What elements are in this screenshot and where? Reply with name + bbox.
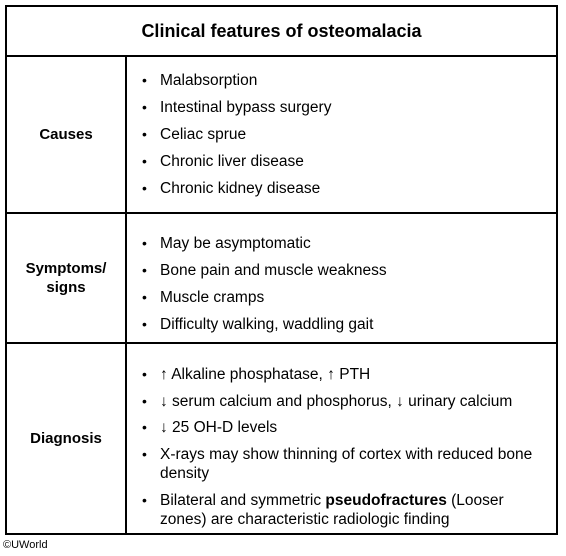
symptoms-list <box>139 234 548 342</box>
diagnosis-label <box>7 344 127 533</box>
list-item <box>139 315 548 334</box>
diagnosis-label-text: Diagnosis <box>30 430 102 447</box>
causes-list <box>139 71 548 205</box>
osteomalacia-table <box>5 5 558 535</box>
bullet-icon: • <box>142 179 147 196</box>
bullet-icon: • <box>142 72 147 88</box>
bullet-icon: • <box>142 491 147 508</box>
bullet-icon: • <box>142 261 147 278</box>
list-item <box>139 445 548 483</box>
copyright-notice: ©UWorld <box>3 539 48 551</box>
list-item <box>139 261 548 280</box>
bullet-icon: • <box>142 446 147 463</box>
symptoms-label-line1: Symptoms/ <box>25 260 107 277</box>
causes-row <box>7 57 556 214</box>
symptoms-row <box>7 214 556 344</box>
list-item-text-after: (Looser zones) are characteristic radiologic finding <box>160 491 504 528</box>
list-item <box>139 71 548 90</box>
list-item-text: Muscle cramps <box>160 288 265 306</box>
list-item-text: X-rays may show thinning of cortex with reduced bone density <box>160 446 533 483</box>
bullet-icon: • <box>142 98 147 115</box>
causes-label-text: Causes <box>39 126 93 143</box>
list-item <box>139 365 548 384</box>
pseudofractures-term: pseudofractures <box>325 491 447 509</box>
list-item-text: ↓ 25 OH-D levels <box>160 419 278 437</box>
symptoms-label <box>7 214 127 342</box>
list-item <box>139 491 548 529</box>
list-item-text: Bone pain and muscle weakness <box>160 261 387 279</box>
list-item <box>139 179 548 198</box>
list-item-text: Chronic kidney disease <box>160 179 321 197</box>
list-item <box>139 152 548 171</box>
table-title: Clinical features of osteomalacia <box>7 7 556 57</box>
list-item-text: Malabsorption <box>160 72 258 89</box>
bullet-icon: • <box>142 235 147 251</box>
list-item <box>139 418 548 437</box>
list-item-text: Intestinal bypass surgery <box>160 98 332 116</box>
list-item <box>139 288 548 307</box>
list-item-text: May be asymptomatic <box>160 235 311 252</box>
list-item <box>139 98 548 117</box>
symptoms-label-line2: signs <box>46 279 86 296</box>
bullet-icon: • <box>142 152 147 169</box>
list-item <box>139 392 548 411</box>
bullet-icon: • <box>142 419 147 436</box>
diagnosis-list <box>139 365 548 536</box>
diagnosis-row <box>7 344 556 533</box>
bullet-icon: • <box>142 288 147 305</box>
list-item-text: Difficulty walking, waddling gait <box>160 315 374 333</box>
bullet-icon: • <box>142 125 147 142</box>
list-item-text: ↓ serum calcium and phosphorus, ↓ urinary calcium <box>160 392 513 410</box>
bullet-icon: • <box>142 366 147 382</box>
bullet-icon: • <box>142 315 147 332</box>
list-item <box>139 125 548 144</box>
list-item-text: Chronic liver disease <box>160 152 304 170</box>
list-item-text: Bilateral and symmetric <box>160 491 326 509</box>
list-item-text: ↑ Alkaline phosphatase, ↑ PTH <box>160 366 371 383</box>
list-item <box>139 234 548 253</box>
causes-label <box>7 57 127 212</box>
list-item-text: Celiac sprue <box>160 125 247 143</box>
bullet-icon: • <box>142 392 147 409</box>
